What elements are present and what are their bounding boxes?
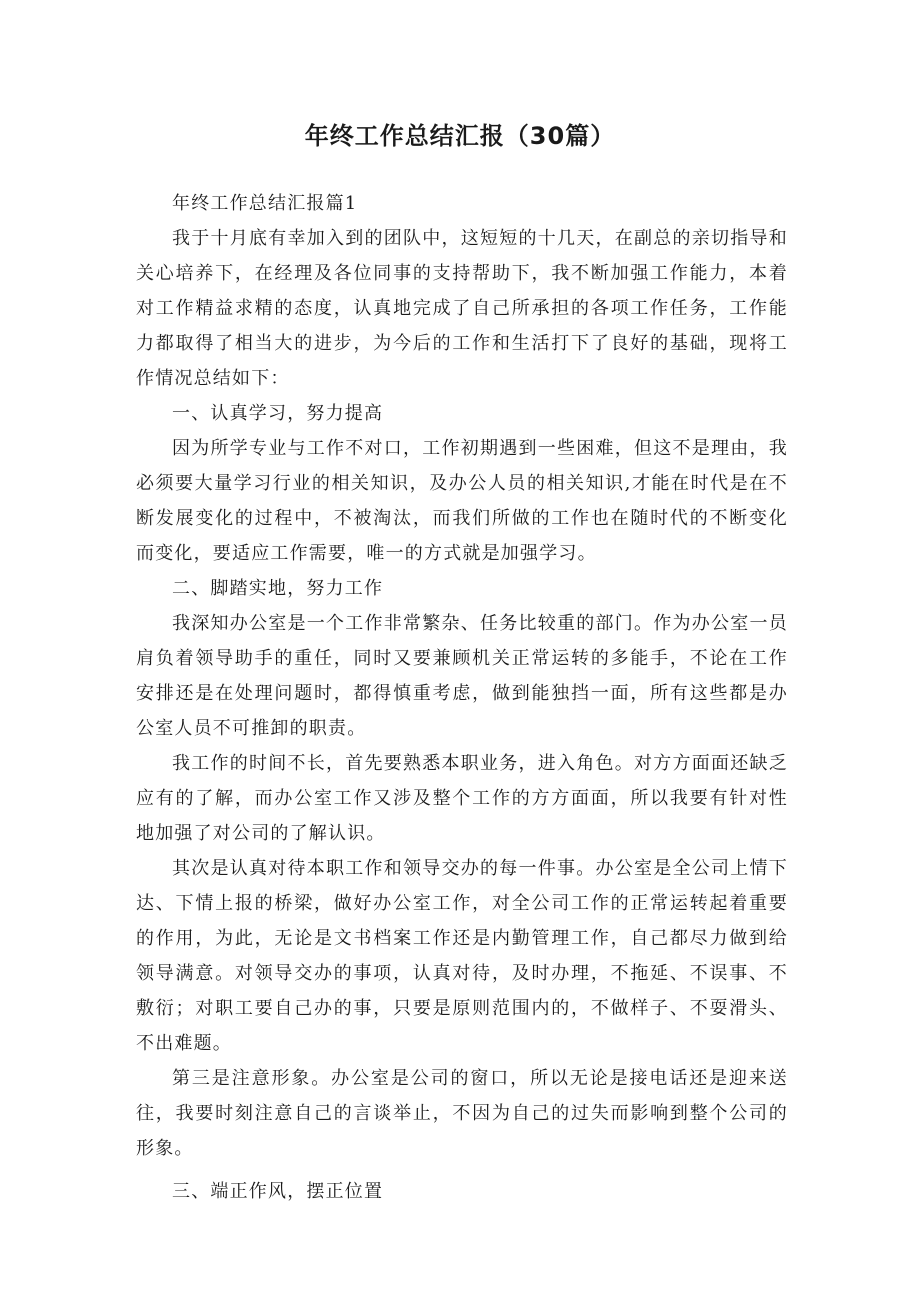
body-paragraph: 其次是认真对待本职工作和领导交办的每一件事。办公室是全公司上情下达、下情上报的桥梁，做好办公室工作，对全公司工作的正常运转起着重要的作用，为此，无论是文书档案工作还是内勤管理工作，自己都尽力做到给领导满意。对领导交办的事项，认真对待，及时办理，不拖延、不误事、不敷衍；对职工要自己办的事，只要是原则范围内的，不做样子、不耍滑头、不出难题。: [136, 858, 788, 1054]
section-heading: 一、认真学习，努力提高: [172, 403, 384, 424]
body-paragraph: 因为所学专业与工作不对口，工作初期遇到一些困难，但这不是理由，我必须要大量学习行业的相关知识，及办公人员的相关知识,才能在时代是在不断发展变化的过程中，不被淘汰，而我们所做的工作也在随时代的不断变化而变化，要适应工作需要，唯一的方式就是加强学习。: [136, 438, 788, 564]
body-paragraph: 我于十月底有幸加入到的团队中，这短短的十几天，在副总的亲切指导和关心培养下，在经理及各位同事的支持帮助下，我不断加强工作能力，本着对工作精益求精的态度，认真地完成了自己所承担的各项工作任务，工作能力都取得了相当大的进步，为今后的工作和生活打下了良好的基础，现将工作情况总结如下：: [136, 228, 788, 389]
section-heading: 三、端正作风，摆正位置: [172, 1181, 384, 1202]
document-title: 年终工作总结汇报（30篇）: [304, 122, 616, 150]
body-paragraph: 我工作的时间不长，首先要熟悉本职业务，进入角色。对方方面面还缺乏应有的了解，而办公室工作又涉及整个工作的方方面面，所以我要有针对性地加强了对公司的了解认识。: [136, 753, 788, 844]
body-paragraph: 第三是注意形象。办公室是公司的窗口，所以无论是接电话还是迎来送往，我要时刻注意自己的言谈举止，不因为自己的过失而影响到整个公司的形象。: [136, 1068, 788, 1159]
section-heading: 二、脚踏实地，努力工作: [172, 578, 384, 599]
section-heading: 年终工作总结汇报篇1: [172, 193, 358, 214]
body-paragraph: 我深知办公室是一个工作非常繁杂、任务比较重的部门。作为办公室一员肩负着领导助手的重任，同时又要兼顾机关正常运转的多能手，不论在工作安排还是在处理问题时，都得慎重考虑，做到能独挡一面，所有这些都是办公室人员不可推卸的职责。: [136, 613, 788, 739]
document-body: [136, 186, 788, 1209]
